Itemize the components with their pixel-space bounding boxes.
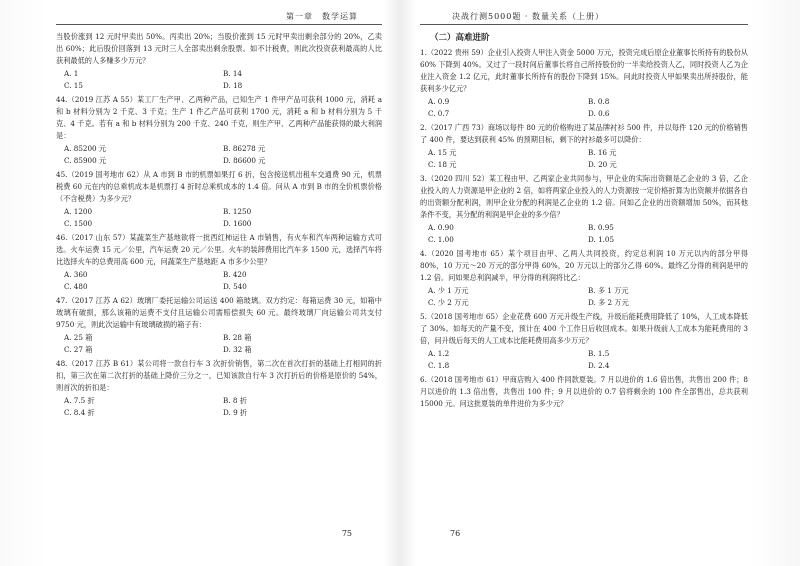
option: C. 1.8 [428, 361, 450, 370]
question-1-options [420, 96, 748, 120]
question-5-options [420, 348, 748, 372]
option: B. 多 1 万元 [588, 286, 629, 295]
option: B. 420 [223, 270, 247, 279]
option: B. 14 [223, 69, 242, 78]
option: B. 28 箱 [223, 333, 252, 342]
left-page-header [56, 10, 382, 25]
question-4: 4.（2020 国考地市 65）某个项目由甲、乙两人共同投资，约定总利润 10 万元以内的部分甲得 80%，10 万元～20 万元的部分甲得 60%，20 万元以上的部分乙得 60%。最终乙分得的利润是甲的 1.2 倍。问如果总利润减半，甲分得的利润将比乙： [420, 249, 748, 282]
option: D. 18 [223, 81, 243, 90]
question-2: 2.（2017 广西 73）商场以每件 80 元的价格购进了某品牌衬衫 500 件，并以每件 120 元的价格销售了 400 件，要达到获利 45% 的预期目标，剩下的衬衫最多可以降价： [420, 123, 748, 144]
question-47-options [56, 332, 382, 356]
option: C. 85900 元 [64, 156, 107, 165]
option: D. 多 2 万元 [588, 298, 629, 307]
question-48-options [56, 395, 382, 419]
right-page [400, 0, 800, 566]
right-page-header [420, 10, 748, 25]
option: C. 27 箱 [64, 345, 93, 354]
question-44-options [56, 143, 382, 167]
option: D. 20 元 [588, 160, 617, 169]
option: D. 86600 元 [223, 156, 266, 165]
option: A. 少 1 万元 [428, 286, 469, 295]
option: A. 1200 [64, 207, 93, 216]
question-2-options [420, 147, 748, 171]
option: B. 0.8 [588, 97, 610, 106]
question-46-options [56, 269, 382, 293]
option: C. 少 2 万元 [428, 298, 469, 307]
option: D. 540 [223, 282, 247, 291]
option: C. 480 [64, 282, 88, 291]
option: C. 18 元 [428, 160, 457, 169]
right-header-title: 决战行测5000题 · 数量关系（上册） [452, 12, 604, 21]
option: D. 1.05 [588, 235, 615, 244]
option: A. 360 [64, 270, 88, 279]
intro-text: 当股价涨到 12 元时甲卖出 50%。丙卖出 20%；当股价涨到 15 元时甲卖出剩余部分的 20%，乙卖出 60%；此后股价回落到 13 元时三人全部卖出剩余股票。如不计税费，则此次投资获利最高的人比获利最低的人多赚多少万元？ [56, 32, 382, 65]
option: A. 1.2 [428, 349, 450, 358]
option: A. 0.9 [428, 97, 450, 106]
option: D. 9 折 [223, 408, 248, 417]
option: B. 1.5 [588, 349, 610, 358]
option: A. 25 箱 [64, 333, 93, 342]
right-page-number: 76 [450, 529, 461, 538]
option: C. 0.7 [428, 109, 450, 118]
question-1: 1.（2022 贵州 59）企业引入投资人甲注入资金 5000 万元，投资完成后原企业董事长所持有的股份从 60% 下降到 40%。又过了一段时间后董事长将自己所持股份的一半卖给投资人乙，同时投资人乙为企业注入资金 1.2 亿元，此时董事长所持有的股份下降到 15%。问此时投资人甲如果卖出所持股份，能获利多少亿元？ [420, 48, 748, 93]
question-45: 45.（2019 国考地市 62）从 A 市到 B 市的机票如果打 6 折，包含接送机出租车交通费 90 元，机票税费 60 元在内的总乘机成本是机票打 4 折时总乘机成本的 1.4 倍。问从 A 市到 B 市的全价机票价格（不含税费）为多少元？ [56, 170, 382, 203]
option: B. 86278 元 [223, 144, 266, 153]
question-45-options [56, 206, 382, 230]
option: C. 1500 [64, 219, 93, 228]
option: D. 0.6 [588, 109, 610, 118]
option: A. 85200 元 [64, 144, 107, 153]
option: A. 15 元 [428, 148, 457, 157]
option: D. 32 箱 [223, 345, 252, 354]
left-page-number: 75 [341, 529, 352, 538]
question-3-options [420, 222, 748, 246]
option: D. 2.4 [588, 361, 610, 370]
option: A. 7.5 折 [64, 396, 95, 405]
option: D. 1600 [223, 219, 252, 228]
question-6: 6.（2018 国考地市 61）甲商店购入 400 件同款夏装。7 月以进价的 1.6 倍出售，共售出 200 件；8 月以进价的 1.3 倍出售，共售出 100 件；9 月以进价的 0.7 倍将剩余的 100 件全部售出，总共获利 15000 元。问这批夏装的单件进价为多少元？ [420, 375, 748, 408]
question-5: 5.（2018 国考地市 65）企业花费 600 万元升级生产线，升级后能耗费用降低了 10%，人工成本降低了 30%。如每天的产量不变，预计在 400 个工作日后收回成本。如果升级前人工成本为能耗费用的 3 倍，问升级后每天的人工成本比能耗费用高多少万元？ [420, 312, 748, 345]
question-46: 46.（2017 山东 57）某蔬菜生产基地欲将一批西红柿运往 A 市销售，有火车和汽车两种运输方式可选。火车运费 15 元／公里，汽车运费 20 元／公里。火车的装卸费用比汽车多 1500 元，选择汽车将比选择火车的总费用高 600 元，问蔬菜生产基地距 A 市多少公里？ [56, 233, 382, 266]
option: A. 1 [64, 69, 79, 78]
intro-options [56, 68, 382, 92]
option: A. 0.90 [428, 223, 454, 232]
left-header-title: 第一章 数学运算 [286, 12, 358, 21]
question-44: 44.（2019 江苏 A 55）某工厂生产甲、乙两种产品，已知生产 1 件甲产品可获利 1000 元，消耗 a 和 b 材料分别为 2 千克、3 千克；生产 1 件乙产品可获利 1700 元，消耗 a 和 b 材料分别为 5 千克、4 千克。若有 a 和 b 材料分别为 200 千克、240 千克，则生产甲、乙两种产品能获得的最大利润是： [56, 95, 382, 140]
question-48: 48.（2017 江苏 B 61）某公司将一款自行车 3 次折价销售，第二次在首次打折的基础上打相同的折扣，第三次在第二次打折的基础上降价三分之一，已知该款自行车 3 次打折后的价格是原价的 54%，则首次的折扣是： [56, 359, 382, 392]
question-47: 47.（2017 江苏 A 62）玻璃厂委托运输公司运送 400 箱玻璃。双方约定：每箱运费 30 元，如箱中玻璃有破损，那么该箱的运费不支付且运输公司需赔偿损失 60 元。最终玻璃厂向运输公司共支付 9750 元，则此次运输中有玻璃破损的箱子有： [56, 296, 382, 329]
option: B. 1250 [223, 207, 252, 216]
option: C. 8.4 折 [64, 408, 95, 417]
option: C. 1.00 [428, 235, 454, 244]
option: B. 0.95 [588, 223, 614, 232]
question-3: 3.（2020 四川 52）某工程由甲、乙两家企业共同参与，甲企业的实际出资额是乙企业的 3 倍，乙企业投入的人力资源是甲企业的 2 倍，如将两家企业投入的人力资源按一定价格折算为出资额并依据各自的出资额分配利润，则甲企业分配的利润是乙企业的 1.2 倍。问如乙企业的出资额增加 50%，而其他条件不变，其分配的利润是甲企业的多少倍？ [420, 174, 748, 219]
option: C. 15 [64, 81, 83, 90]
section-title: （二）高难进阶 [430, 33, 490, 43]
question-4-options [420, 285, 748, 309]
option: B. 8 折 [223, 396, 247, 405]
option: B. 16 元 [588, 148, 617, 157]
